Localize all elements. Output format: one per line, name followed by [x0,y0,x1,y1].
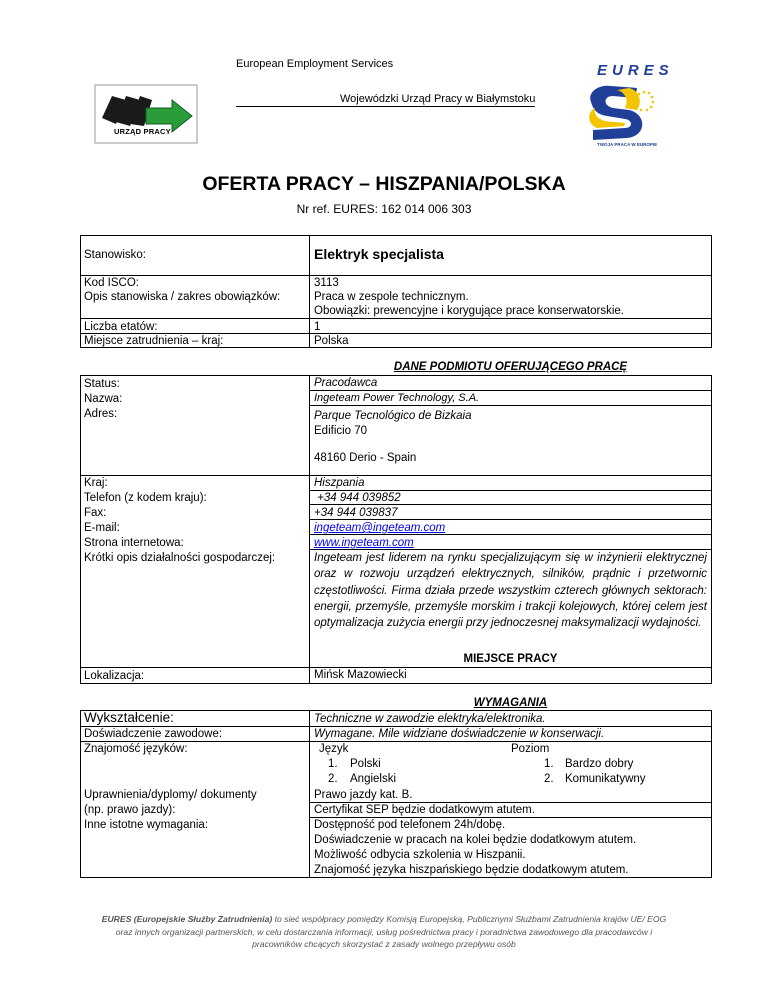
isco-hline [80,318,712,319]
lang1-value: Polski [350,758,381,770]
opis-dzialalnosci-value [314,550,707,631]
lokalizacja-value: Mińsk Mazowiecki [314,669,407,681]
adres-value-2: Edificio 70 [314,425,368,437]
employer-section-title: DANE PODMIOTU OFERUJĄCEGO PRACĘ [393,361,628,373]
adres-label: Adres: [84,408,118,420]
nazwa-value: Ingeteam Power Technology, S.A. [314,392,480,404]
etaty-label: Liczba etatów: [84,321,158,333]
employer-top-left [80,375,309,376]
fax-label: Fax: [84,507,107,519]
footer-line-2: oraz innych organizacji partnerskich, w celu dostarczania informacji, usług pośrednictwa pracy i poradnictwa zawodowego dla pracodawców i [115,926,653,937]
eures-logo-tagline: TWOJA PRACA W EUROPIE [597,142,658,147]
isco-label: Kod ISCO: [84,277,139,289]
jezyk-header: Język [319,743,349,755]
nazwa-line [309,405,712,406]
isco-divider [309,275,310,348]
uprawnienia-value-1: Prawo jazdy kat. B. [314,789,413,801]
doswiadczenie-label: Doświadczenie zawodowe: [84,728,223,740]
adres-value-1: Parque Tecnológico de Bizkaia [314,410,472,422]
header-divider [236,106,535,107]
footer-line-1 [0,913,768,926]
requirements-divider [309,710,310,878]
employer-left-border-top [80,375,81,475]
miejsce-value: Polska [314,335,349,347]
nazwa-label: Nazwa: [84,393,123,405]
wyksztalcenie-value: Techniczne w zawodzie elektryka/elektronika. [314,713,546,725]
status-label: Status: [84,378,120,390]
fax-value: +34 944 039837 [314,507,398,519]
opis-dzialalnosci-label: Krótki opis działalności gospodarczej: [84,552,276,564]
level2-value: Komunikatywny [565,773,646,785]
inne-value-3: Możliwość odbycia szkolenia w Hiszpanii. [314,849,526,861]
header-org-line1: European Employment Services [236,58,394,70]
header-org-line2: Wojewódzki Urząd Pracy w Białymstoku [340,93,536,105]
level1-value: Bardzo dobry [565,758,634,770]
uprawnienia-label-2: (np. prawo jazdy): [84,804,176,816]
eures-logo [577,62,674,154]
kraj-value: Hiszpania [314,477,365,489]
eures-logo-text: EURES [597,62,674,79]
stanowisko-value: Elektryk specjalista [314,246,444,262]
www-link[interactable]: www.ingeteam.com [314,537,414,549]
doswiadczenie-value: Wymagane. Mile widziane doświadczenie w konserwacji. [314,728,605,740]
kraj-label: Kraj: [84,477,108,489]
isco-value: 3113 [314,277,339,289]
reference-number: Nr ref. EURES: 162 014 006 303 [296,202,472,216]
footer-lead: EURES (Europejskie Służby Zatrudnienia) [101,914,273,924]
urzad-pracy-logo-text: URZĄD PRACY [114,127,171,136]
inne-value-4: Znajomość języka hiszpańskiego będzie dodatkowym atutem. [314,864,629,876]
opis-label: Opis stanowiska / zakres obowiązków: [84,291,281,303]
email-link[interactable]: ingeteam@ingeteam.com [314,522,446,534]
inne-value-1: Dostępność pod telefonem 24h/dobę. [314,819,506,831]
lokalizacja-label: Lokalizacja: [84,670,145,682]
opis-dzialalnosci-text: Ingeteam jest liderem na rynku specjalizującym się w inżynierii elektrycznej oraz w rozwoju urządzeń elektrycznych, silników, prądnic i przetwornic częstotliwości. Firma działa przede wszystkim czterech głównych sektorach: energii, przemyśle, przemyśle morskim i trakcji kolejowych, której celem jest optymalizacja zużycia energii przy jednoczesnej maksymalizacji wydajności. [314,552,707,630]
email-label: E-mail: [84,522,120,534]
lang2-value: Angielski [350,773,397,785]
location-section-title: MIEJSCE PRACY [463,653,558,665]
etaty-value: 1 [314,321,321,333]
footer [0,913,768,951]
telefon-value: +34 944 039852 [314,492,401,504]
miejsce-label: Miejsce zatrudnienia – kraj: [84,335,224,347]
uprawnienia-value-2: Certyfikat SEP będzie dodatkowym atutem. [314,804,535,816]
footer-line-3: pracowników chcących skorzystać z zasady wolnego przepływu osób [252,939,516,949]
urzad-pracy-logo [94,84,198,144]
requirements-section-title: WYMAGANIA [473,697,548,709]
page-title: OFERTA PRACY – HISZPANIA/POLSKA [202,173,566,195]
lang2-num: 2. [328,773,338,785]
inne-value-2: Doświadczenie w pracach na kolei będzie dodatkowym atutem. [314,834,637,846]
uprawnienia-label-1: Uprawnienia/dyplomy/ dokumenty [84,789,257,801]
wyksztalcenie-label: Wykształcenie: [84,710,174,725]
telefon-label: Telefon (z kodem kraju): [84,492,207,504]
inne-label: Inne istotne wymagania: [84,819,209,831]
level1-num: 1. [544,758,554,770]
opis-value-1: Praca w zespole technicznym. [314,291,469,303]
jezyki-label: Znajomość języków: [84,743,188,755]
www-label: Strona internetowa: [84,537,184,549]
position-divider [309,235,310,276]
poziom-header: Poziom [511,743,550,755]
stanowisko-label: Stanowisko: [84,249,147,261]
adres-value-3: 48160 Derio - Spain [314,452,417,464]
footer-line-1-rest: to sieć współpracy pomiędzy Komisją Europejską, Publicznymi Służbami Zatrudnienia krajów UE/ EOG [272,914,667,924]
status-value: Pracodawca [314,377,378,389]
location-divider [309,667,310,684]
level2-num: 2. [544,773,554,785]
opis-value-2: Obowiązki: prewencyjne i korygujące prace konserwatorskie. [314,305,625,317]
lang1-num: 1. [328,758,338,770]
